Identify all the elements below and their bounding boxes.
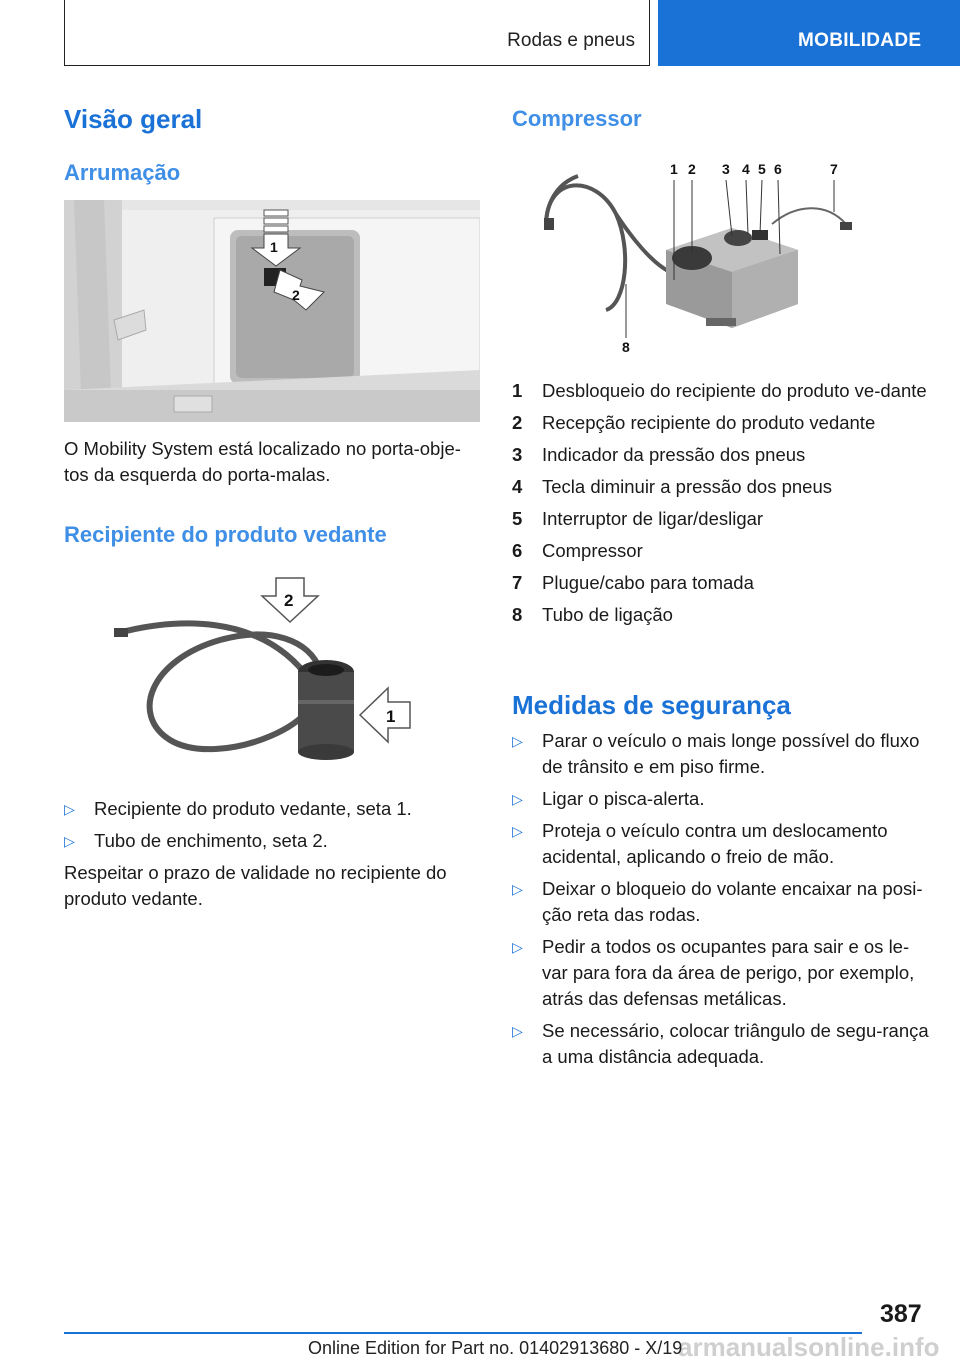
storage-heading: Arrumação <box>64 160 181 185</box>
header-chapter: Rodas e pneus <box>507 30 635 51</box>
compressor-label-5: 5 <box>758 161 766 177</box>
storage-text: O Mobility System está localizado no porta-obje-tos da esquerda do porta-malas. <box>64 438 461 485</box>
legend-item: 6 Compressor <box>512 540 643 561</box>
safety-bullet: ▷ Ligar o pisca-alerta. <box>512 786 932 812</box>
compressor-label-3: 3 <box>722 161 730 177</box>
legend-item: 1 Desbloqueio do recipiente do produto ve-dante <box>512 380 927 401</box>
safety-bullet: ▷ Proteja o veículo contra um deslocamento acidental, aplicando o freio de mão. <box>512 820 888 867</box>
legend-item: 5 Interruptor de ligar/desligar <box>512 508 764 529</box>
triangle-bullet-icon: ▷ <box>512 791 523 807</box>
safety-bullet-list <box>512 728 932 1076</box>
safety-bullet: ▷ Deixar o bloqueio do volante encaixar na posi-ção reta das rodas. <box>512 878 923 925</box>
legend-item: 4 Tecla diminuir a pressão dos pneus <box>512 476 832 497</box>
header-section: MOBILIDADE <box>798 30 922 51</box>
safety-bullet: ▷ Parar o veículo o mais longe possível do fluxo de trânsito e em piso firme. <box>512 730 920 777</box>
triangle-bullet-icon: ▷ <box>512 1023 523 1039</box>
triangle-bullet-icon: ▷ <box>64 833 75 849</box>
header-chapter-box <box>64 0 650 66</box>
safety-bullet: ▷ Pedir a todos os ocupantes para sair e os le-var para fora da área de perigo, por exemplo, atrás das defensas metálicas. <box>512 936 915 1009</box>
triangle-bullet-icon: ▷ <box>512 881 523 897</box>
triangle-bullet-icon: ▷ <box>512 733 523 749</box>
triangle-bullet-icon: ▷ <box>512 939 523 955</box>
triangle-bullet-icon: ▷ <box>512 823 523 839</box>
storage-label-1: 1 <box>270 239 278 255</box>
compressor-heading: Compressor <box>512 106 642 131</box>
compressor-label-7: 7 <box>830 161 838 177</box>
sealant-bullet: ▷ Recipiente do produto vedante, seta 1. <box>64 796 480 822</box>
sealant-label-1: 1 <box>386 707 396 726</box>
compressor-label-4: 4 <box>742 161 750 177</box>
legend-item: 2 Recepção recipiente do produto vedante <box>512 412 876 433</box>
sealant-note: Respeitar o prazo de validade no recipiente do produto vedante. <box>64 862 447 909</box>
compressor-legend <box>512 378 932 634</box>
sealant-label-2: 2 <box>284 591 294 610</box>
sealant-bullet-list <box>64 796 480 860</box>
sealant-heading: Recipiente do produto vedante <box>64 522 387 547</box>
safety-bullet: ▷ Se necessário, colocar triângulo de segu-rança a uma distância adequada. <box>512 1020 929 1067</box>
compressor-label-2: 2 <box>688 161 696 177</box>
footer-edition: Online Edition for Part no. 01402913680 - X/19 <box>308 1338 683 1358</box>
storage-figure <box>64 200 480 422</box>
legend-item: 3 Indicador da pressão dos pneus <box>512 444 806 465</box>
compressor-label-6: 6 <box>774 161 782 177</box>
page-number: 387 <box>880 1300 922 1328</box>
header-section-tab <box>658 0 960 66</box>
safety-heading: Medidas de segurança <box>512 690 791 720</box>
compressor-label-8: 8 <box>622 339 630 355</box>
storage-label-2: 2 <box>292 287 300 303</box>
triangle-bullet-icon: ▷ <box>64 801 75 817</box>
compressor-figure <box>536 154 856 358</box>
sealant-bullet: ▷ Tubo de enchimento, seta 2. <box>64 828 480 854</box>
legend-item: 7 Plugue/cabo para tomada <box>512 572 754 593</box>
watermark: armanualsonline.info <box>678 1332 940 1362</box>
sealant-figure <box>110 570 422 764</box>
legend-item: 8 Tubo de ligação <box>512 604 673 625</box>
compressor-label-1: 1 <box>670 161 678 177</box>
page-title: Visão geral <box>64 104 203 134</box>
